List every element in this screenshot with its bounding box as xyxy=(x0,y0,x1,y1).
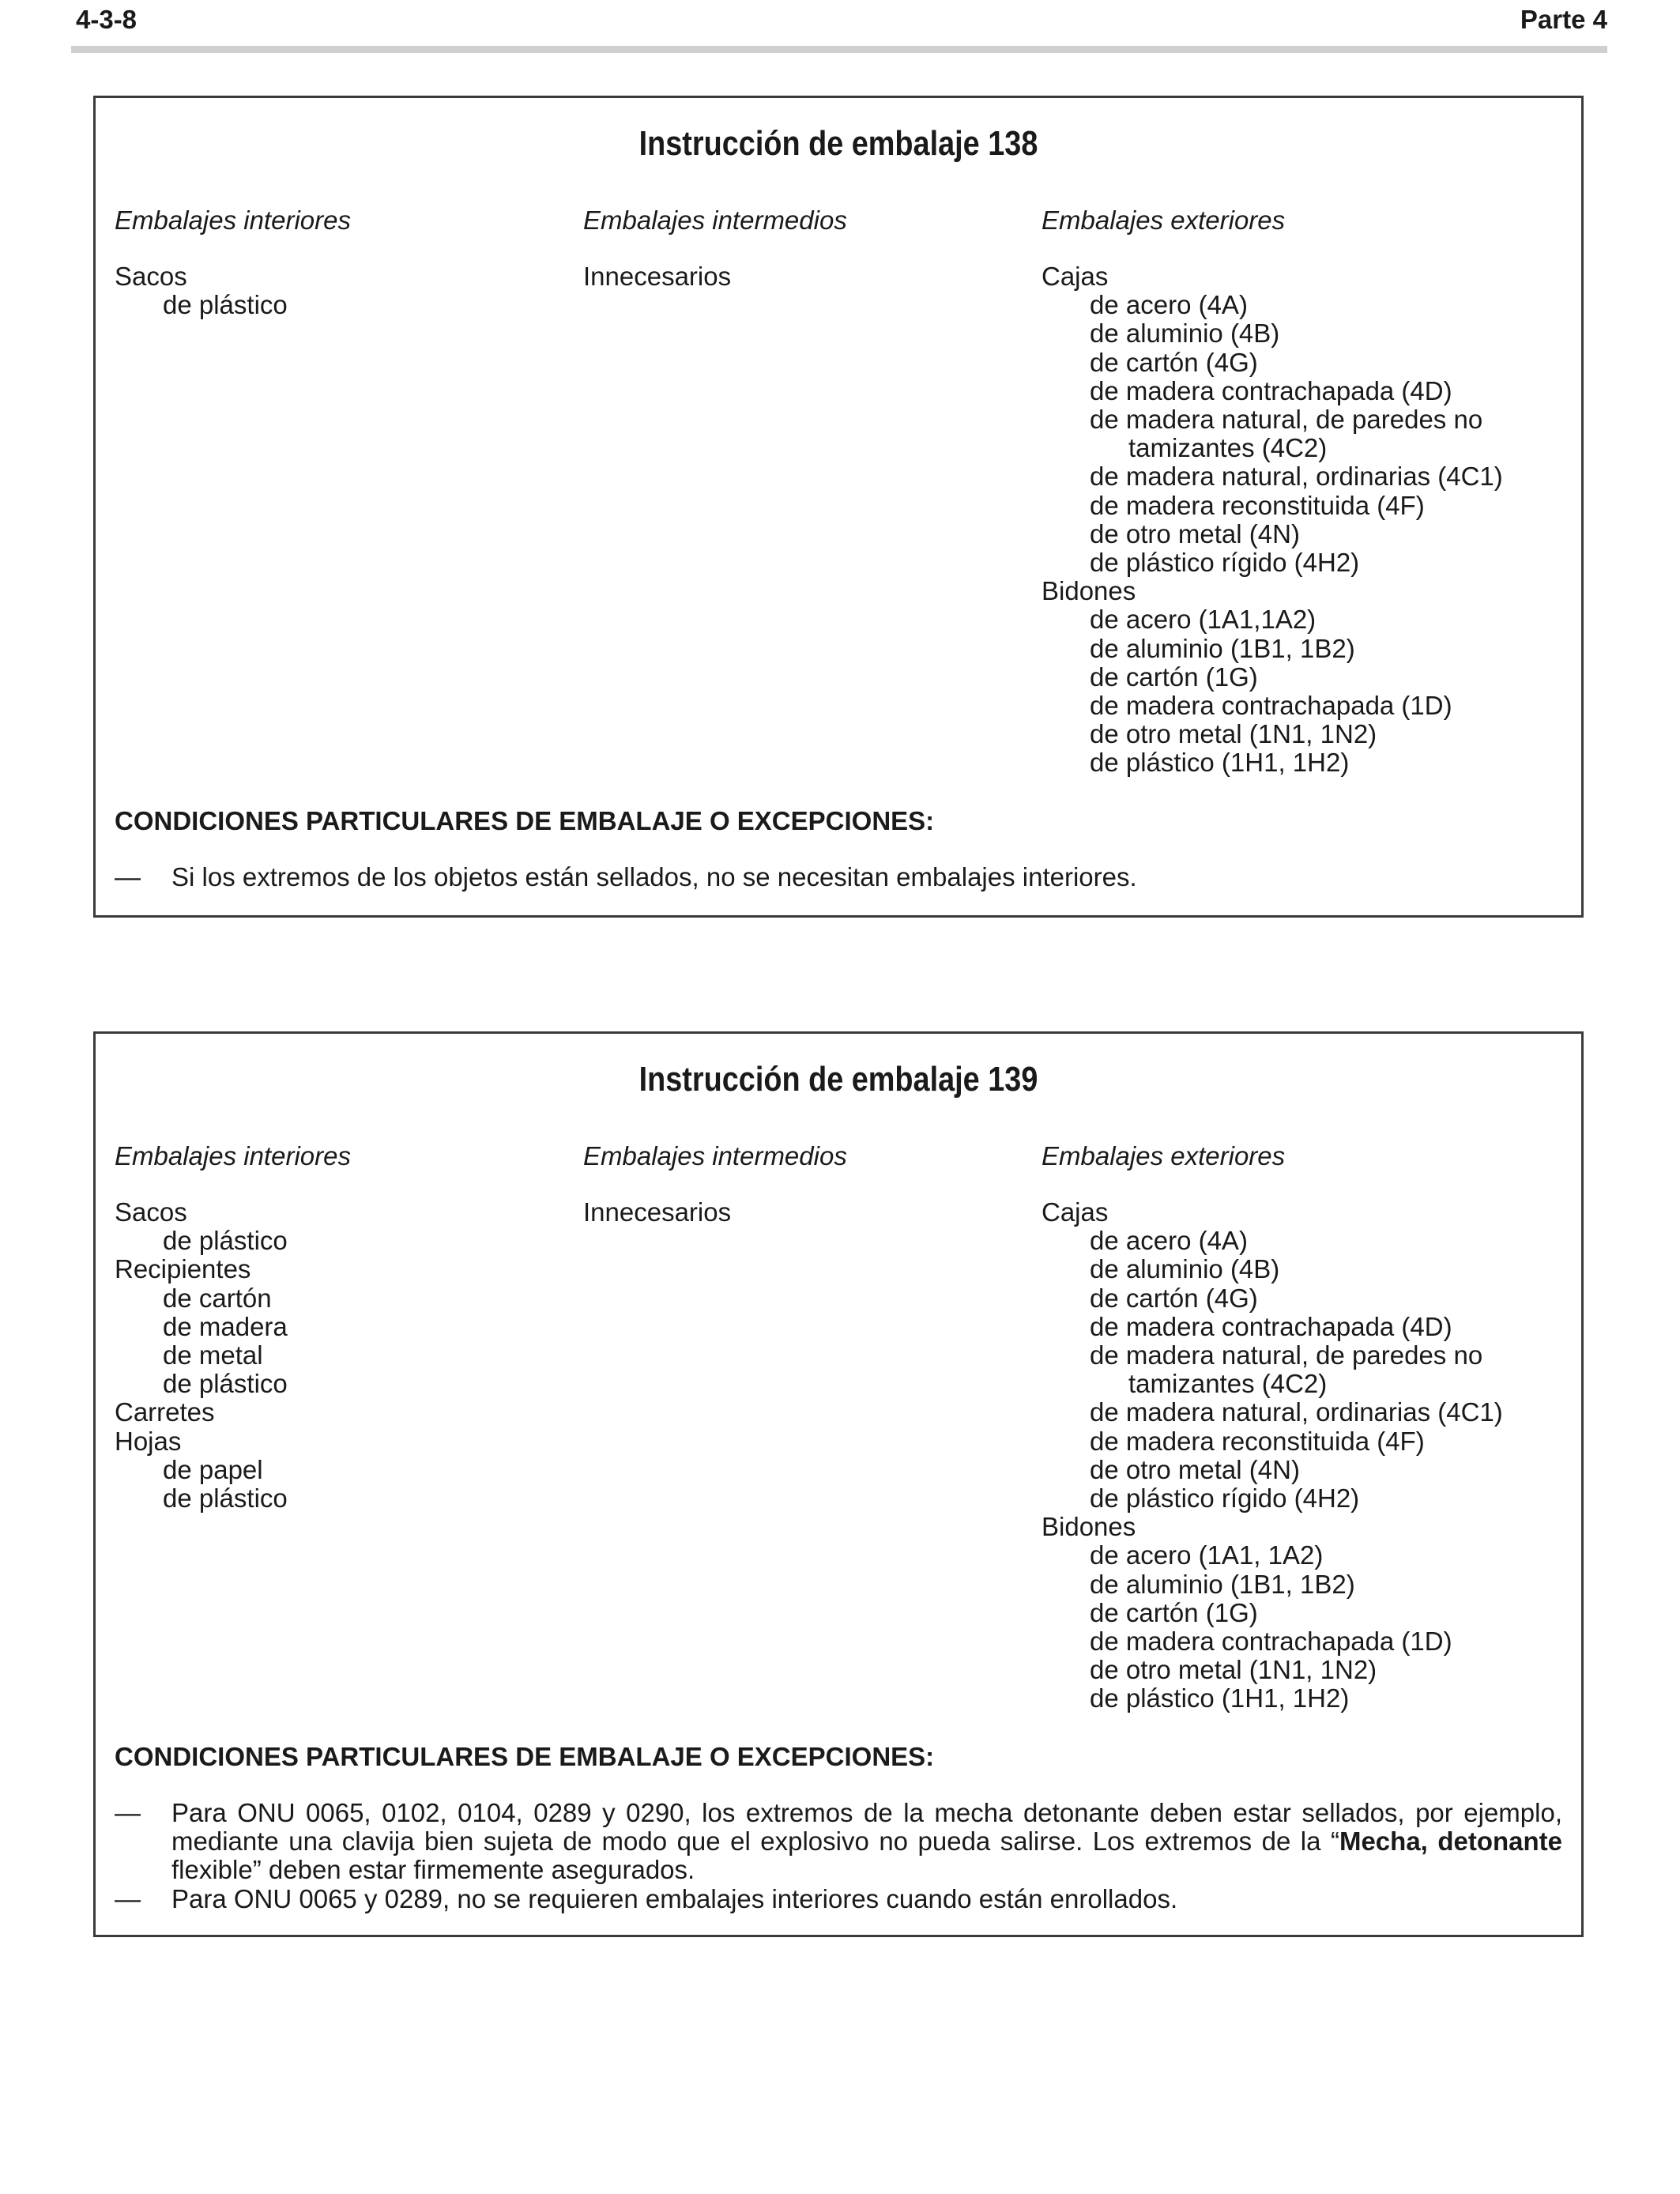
packaging-category: Cajas xyxy=(1042,262,1109,291)
special-conditions-list xyxy=(115,863,1562,892)
page-number: 4-3-8 xyxy=(76,5,137,34)
inner-packaging-list xyxy=(115,262,557,319)
packing-instruction-138 xyxy=(93,96,1584,918)
packaging-item: de plástico xyxy=(163,290,288,320)
packaging-item: de madera natural, ordinarias (4C1) xyxy=(1090,1397,1503,1427)
packaging-item: de aluminio (1B1, 1B2) xyxy=(1090,633,1355,663)
packaging-category: Bidones xyxy=(1042,576,1136,606)
packaging-item: de cartón xyxy=(163,1283,272,1313)
packaging-item: de madera natural, de paredes no xyxy=(1090,405,1483,435)
section-title: Instrucción de embalaje 138 xyxy=(638,124,1038,163)
packaging-item: de cartón (4G) xyxy=(1090,347,1258,377)
special-conditions-heading: CONDICIONES PARTICULARES DE EMBALAJE O EXCEPCIONES: xyxy=(115,1742,935,1771)
packaging-item: de madera contrachapada (4D) xyxy=(1090,375,1452,405)
packaging-category: Cajas xyxy=(1042,1197,1109,1227)
inner-packaging-list xyxy=(115,1198,557,1513)
packaging-item: de cartón (1G) xyxy=(1090,1597,1258,1627)
condition-text-run: Para ONU 0065, 0102, 0104, 0289 y 0290, los extremos de la mecha detonante deben estar sellados, por ejemplo, mediante una clavija bien sujeta de modo que el explosivo no pueda salirse. Los extremos de la “ xyxy=(171,1798,1562,1857)
packaging-item: tamizantes (4C2) xyxy=(1128,1369,1328,1399)
packaging-item: de acero (1A1, 1A2) xyxy=(1090,1540,1324,1570)
condition-bold-term: Mecha, detonante xyxy=(1339,1826,1562,1857)
condition-item xyxy=(115,1885,1562,1913)
condition-dash: — xyxy=(115,1798,141,1827)
packaging-item: de aluminio (4B) xyxy=(1090,319,1280,349)
outer-packaging-heading: Embalajes exteriores xyxy=(1042,1141,1286,1171)
condition-text-run: Para ONU 0065 y 0289, no se requieren embalajes interiores cuando están enrollados. xyxy=(171,1883,1178,1913)
packaging-item: de aluminio (1B1, 1B2) xyxy=(1090,1569,1355,1599)
intermediate-packaging-heading: Embalajes intermedios xyxy=(583,1141,847,1171)
packaging-item: tamizantes (4C2) xyxy=(1128,433,1328,463)
packaging-item: de madera xyxy=(163,1311,288,1341)
inner-packaging-heading: Embalajes interiores xyxy=(115,205,351,235)
packaging-category: Sacos xyxy=(115,262,187,291)
packaging-item: de otro metal (4N) xyxy=(1090,1454,1300,1484)
section-title: Instrucción de embalaje 139 xyxy=(638,1060,1038,1099)
packaging-item: de otro metal (1N1, 1N2) xyxy=(1090,1655,1377,1685)
condition-text xyxy=(171,1885,1562,1913)
packaging-item: de madera contrachapada (1D) xyxy=(1090,691,1452,721)
intermediate-packaging-list xyxy=(583,262,1026,291)
outer-packaging-list xyxy=(1042,1198,1563,1713)
condition-dash: — xyxy=(115,1883,141,1913)
condition-item xyxy=(115,1799,1562,1885)
condition-text-run: Si los extremos de los objetos están sellados, no se necesitan embalajes interiores. xyxy=(171,862,1137,892)
packaging-item: de acero (4A) xyxy=(1090,290,1248,320)
condition-text xyxy=(171,1799,1562,1885)
special-conditions-list xyxy=(115,1799,1562,1913)
packaging-item: de cartón (1G) xyxy=(1090,662,1258,692)
packaging-item: de papel xyxy=(163,1454,263,1484)
packaging-item: de acero (4A) xyxy=(1090,1226,1248,1256)
intermediate-packaging-heading: Embalajes intermedios xyxy=(583,205,847,235)
inner-packaging-heading: Embalajes interiores xyxy=(115,1141,351,1171)
packaging-item: de plástico rígido (4H2) xyxy=(1090,548,1360,578)
packaging-item: de otro metal (1N1, 1N2) xyxy=(1090,719,1377,749)
packaging-item: de madera contrachapada (4D) xyxy=(1090,1311,1452,1341)
header-divider xyxy=(71,46,1607,53)
packaging-category: Innecesarios xyxy=(583,262,732,291)
packaging-item: de plástico xyxy=(163,1483,288,1514)
condition-text xyxy=(171,863,1562,892)
packaging-category: Innecesarios xyxy=(583,1197,732,1227)
condition-dash: — xyxy=(115,862,141,892)
condition-text-run: flexible” deben estar firmemente asegurados. xyxy=(171,1855,695,1885)
special-conditions-heading: CONDICIONES PARTICULARES DE EMBALAJE O EXCEPCIONES: xyxy=(115,806,935,835)
packaging-category: Hojas xyxy=(115,1426,182,1456)
packaging-item: de aluminio (4B) xyxy=(1090,1254,1280,1284)
packaging-item: de plástico (1H1, 1H2) xyxy=(1090,1683,1350,1713)
packaging-category: Recipientes xyxy=(115,1254,251,1284)
outer-packaging-list xyxy=(1042,262,1563,778)
packaging-item: de madera natural, ordinarias (4C1) xyxy=(1090,462,1503,492)
packaging-item: de plástico rígido (4H2) xyxy=(1090,1483,1360,1514)
packaging-item: de madera reconstituida (4F) xyxy=(1090,1426,1425,1456)
intermediate-packaging-list xyxy=(583,1198,1026,1227)
packing-instruction-139 xyxy=(93,1031,1584,1937)
packaging-item: de plástico xyxy=(163,1226,288,1256)
packaging-category: Bidones xyxy=(1042,1512,1136,1542)
part-label: Parte 4 xyxy=(1520,5,1607,34)
packaging-item: de madera contrachapada (1D) xyxy=(1090,1627,1452,1657)
packaging-item: de cartón (4G) xyxy=(1090,1283,1258,1313)
packaging-item: de plástico xyxy=(163,1369,288,1399)
outer-packaging-heading: Embalajes exteriores xyxy=(1042,205,1286,235)
condition-item xyxy=(115,863,1562,892)
packaging-category: Carretes xyxy=(115,1397,215,1427)
packaging-item: de otro metal (4N) xyxy=(1090,518,1300,548)
packaging-item: de plástico (1H1, 1H2) xyxy=(1090,748,1350,778)
packaging-item: de acero (1A1,1A2) xyxy=(1090,605,1317,635)
packaging-item: de madera natural, de paredes no xyxy=(1090,1340,1483,1370)
packaging-category: Sacos xyxy=(115,1197,187,1227)
packaging-item: de madera reconstituida (4F) xyxy=(1090,490,1425,520)
packaging-item: de metal xyxy=(163,1340,263,1370)
